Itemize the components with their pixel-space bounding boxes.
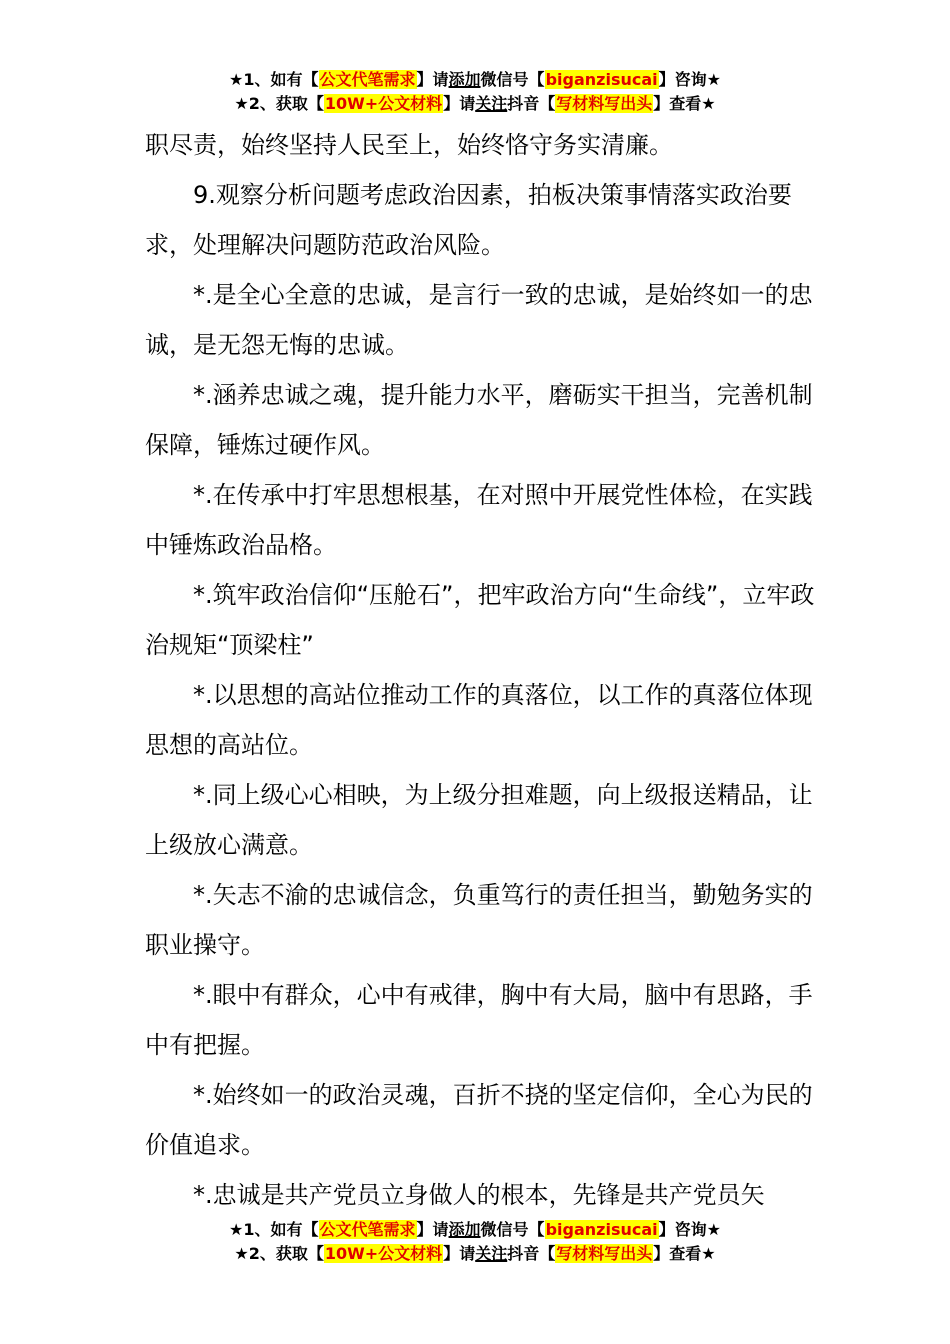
paragraph: *.筑牢政治信仰“压舱石”，把牢政治方向“生命线”，立牢政治规矩“顶梁柱” (145, 581, 815, 659)
bottom-banner (0, 1218, 950, 1266)
paragraph: *.始终如一的政治灵魂，百折不挠的坚定信仰，全心为民的价值追求。 (145, 1081, 813, 1159)
paragraph: *.以思想的高站位推动工作的真落位，以工作的真落位体现思想的高站位。 (145, 681, 813, 759)
paragraph: 职尽责，始终坚持人民至上，始终恪守务实清廉。 (145, 131, 673, 159)
material-highlight: 10W+公文材料 (324, 1244, 443, 1263)
follow-emphasis: 关注 (475, 94, 508, 113)
top-banner (0, 68, 950, 116)
wechat-id: biganzisucai (545, 1220, 658, 1239)
service-highlight: 公文代笔需求 (319, 1220, 416, 1239)
paragraph: *.眼中有群众，心中有戒律，胸中有大局，脑中有思路，手中有把握。 (145, 981, 813, 1059)
paragraph: *.同上级心心相映，为上级分担难题，向上级报送精品，让上级放心满意。 (145, 781, 813, 859)
paragraph: *.忠诚是共产党员立身做人的根本，先锋是共产党员矢 (193, 1181, 765, 1209)
banner-line-2: ★2、获取【10W+公文材料】请关注抖音【写材料写出头】查看★ (234, 94, 716, 113)
follow-emphasis: 关注 (475, 1244, 508, 1263)
douyin-account: 写材料写出头 (556, 1244, 653, 1263)
banner-line-1: ★1、如有【公文代笔需求】请添加微信号【biganzisucai】咨询★ (229, 70, 721, 89)
document-body (145, 120, 830, 1220)
douyin-account: 写材料写出头 (556, 94, 653, 113)
paragraph: *.矢志不渝的忠诚信念，负重笃行的责任担当，勤勉务实的职业操守。 (145, 881, 813, 959)
paragraph: 9.观察分析问题考虑政治因素，拍板决策事情落实政治要求，处理解决问题防范政治风险。 (145, 181, 792, 259)
service-highlight: 公文代笔需求 (319, 70, 416, 89)
wechat-id: biganzisucai (545, 70, 658, 89)
banner-line-1: ★1、如有【公文代笔需求】请添加微信号【biganzisucai】咨询★ (229, 1220, 721, 1239)
paragraph: *.是全心全意的忠诚，是言行一致的忠诚，是始终如一的忠诚，是无怨无悔的忠诚。 (145, 281, 813, 359)
material-highlight: 10W+公文材料 (324, 94, 443, 113)
paragraph: *.涵养忠诚之魂，提升能力水平，磨砺实干担当，完善机制保障，锤炼过硬作风。 (145, 381, 813, 459)
add-emphasis: 添加 (448, 1220, 481, 1239)
banner-line-2: ★2、获取【10W+公文材料】请关注抖音【写材料写出头】查看★ (234, 1244, 716, 1263)
paragraph: *.在传承中打牢思想根基，在对照中开展党性体检，在实践中锤炼政治品格。 (145, 481, 813, 559)
add-emphasis: 添加 (448, 70, 481, 89)
